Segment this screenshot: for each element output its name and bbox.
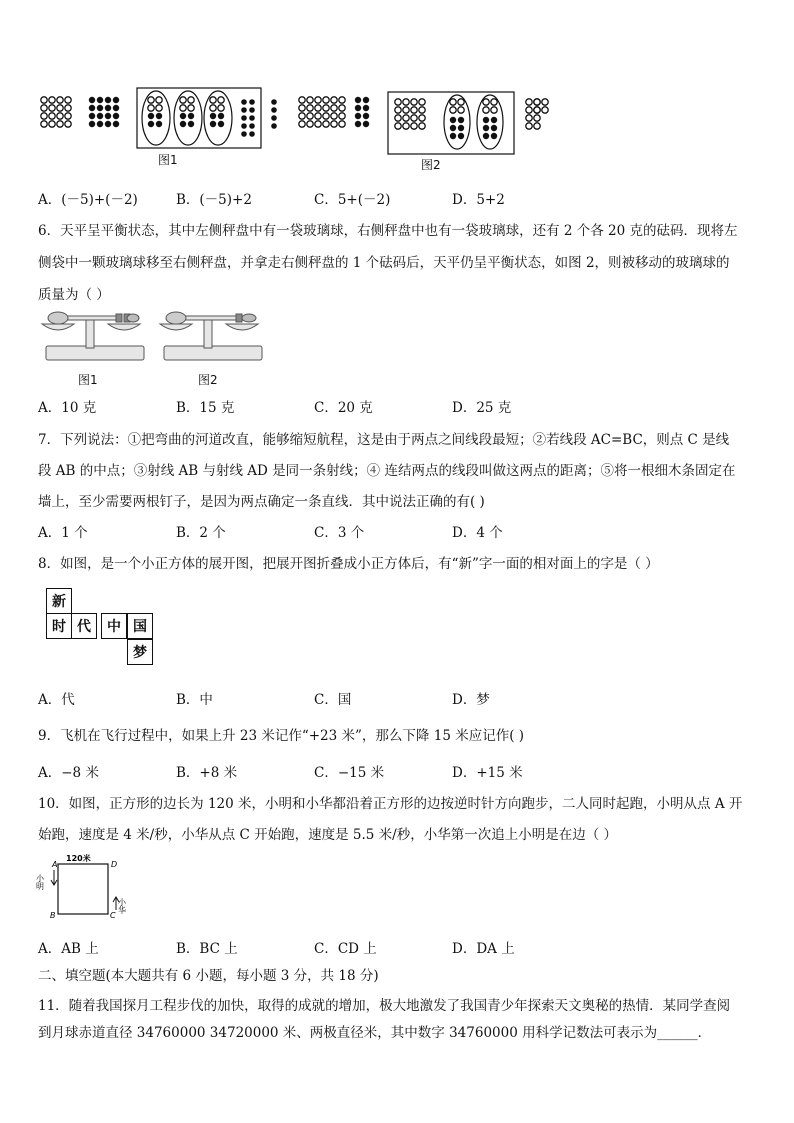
q8-option-d[interactable]: D．梦: [452, 692, 490, 708]
q9-option-b[interactable]: B．+8 米: [176, 765, 238, 781]
q6-option-a[interactable]: A．10 克: [38, 400, 97, 416]
q10-line-2: 始跑，速度是 4 米/秒，小华从点 C 开始跑，速度是 5.5 米/秒，小华第一次追上小明是在边（ ）: [38, 827, 618, 843]
q10-square-figure: [36, 852, 146, 924]
q7-option-a[interactable]: A．1 个: [38, 525, 88, 541]
q9-option-c[interactable]: C．−15 米: [314, 765, 385, 781]
q10-line-1: 10．如图，正方形的边长为 120 米，小明和小华都沿着正方形的边按逆时针方向跑步，二人同时起跑，小明从点 A 开: [38, 796, 743, 812]
side-length-label: 120米: [66, 854, 91, 863]
balance-2: [160, 312, 262, 360]
q5-figure: [38, 86, 558, 166]
q7-option-b[interactable]: B．2 个: [176, 525, 226, 541]
net-face-bottom: 梦: [127, 639, 153, 665]
q6-option-d[interactable]: D．25 克: [452, 400, 512, 416]
q7-line-2: 段 AB 的中点；③射线 AB 与射线 AD 是同一条射线；④ 连结两点的线段叫做这两点的距离；⑤将一根细木条固定在: [38, 463, 736, 479]
vertex-a-label: A: [52, 860, 58, 869]
q6-fig1-label: 图1: [78, 373, 98, 387]
right-runner-label: 小华: [117, 898, 127, 914]
q5-option-b[interactable]: B．(－5)+2: [176, 192, 252, 208]
net-face-1: 时: [46, 613, 72, 639]
q7-line-1: 7．下列说法：①把弯曲的河道改直，能够缩短航程，这是由于两点之间线段最短；②若线段 AC=BC，则点 C 是线: [38, 432, 730, 448]
q10-option-b[interactable]: B．BC 上: [176, 941, 238, 957]
q9-option-d[interactable]: D．+15 米: [452, 765, 523, 781]
q6-option-c[interactable]: C．20 克: [314, 400, 373, 416]
left-runner-label: 小明: [36, 874, 45, 890]
net-face-4: 国: [127, 613, 153, 639]
q9-line: 9．飞机在飞行过程中，如果上升 23 米记作“+23 米”，那么下降 15 米应记作( ): [38, 728, 525, 744]
q6-line-2: 侧袋中一颗玻璃球移至右侧秤盘，并拿走右侧秤盘的 1 个砝码后，天平仍呈平衡状态，如图 2，则被移动的玻璃球的: [38, 255, 730, 271]
vertex-c-label: C: [110, 911, 116, 920]
vertex-d-label: D: [111, 860, 118, 869]
q11-line-1: 11．随着我国探月工程步伐的加快，取得的成就的增加，极大地激发了我国青少年探索天文奥秘的热情．某同学查阅: [38, 998, 731, 1014]
q8-option-a[interactable]: A．代: [38, 692, 75, 708]
q10-option-d[interactable]: D．DA 上: [452, 941, 515, 957]
q7-option-d[interactable]: D．4 个: [452, 525, 503, 541]
bead-diagram: [38, 86, 558, 166]
q5-option-d[interactable]: D．5+2: [452, 192, 505, 208]
q6-line-1: 6．天平呈平衡状态，其中左侧秤盘中有一袋玻璃球，右侧秤盘中也有一袋玻璃球，还有 2 个各 20 克的砝码．现将左: [38, 223, 738, 239]
net-face-3: 中: [101, 613, 127, 639]
cube-net: [46, 588, 156, 668]
q6-option-b[interactable]: B．15 克: [176, 400, 235, 416]
q6-line-3: 质量为（ ）: [38, 287, 110, 303]
q10-option-a[interactable]: A．AB 上: [38, 941, 99, 957]
balance-1: [42, 312, 144, 360]
net-face-top: 新: [46, 588, 72, 614]
q8-option-b[interactable]: B．中: [176, 692, 213, 708]
q5-fig1-label: 图1: [158, 153, 178, 167]
net-face-2: 代: [71, 613, 97, 639]
balance-figures: [38, 306, 268, 368]
q8-option-c[interactable]: C．国: [314, 692, 352, 708]
q5-fig2-label: 图2: [421, 158, 441, 172]
q11-line-2: 到月球赤道直径 34760000 34720000 米、两极直径米，其中数字 34760000 用科学记数法可表示为______．: [38, 1025, 712, 1041]
q6-fig2-label: 图2: [198, 373, 218, 387]
solid-beads-left: [89, 97, 119, 127]
vertex-b-label: B: [50, 911, 56, 920]
q5-option-a[interactable]: A．(－5)+(－2): [38, 192, 138, 208]
section-2-heading: 二、填空题(本大题共有 6 小题，每小题 3 分，共 18 分): [38, 968, 379, 984]
q5-option-c[interactable]: C．5+(－2): [314, 192, 391, 208]
q8-line: 8．如图，是一个小正方体的展开图，把展开图折叠成小正方体后，有“新”字一面的相对面上的字是（ ）: [38, 556, 659, 572]
q7-option-c[interactable]: C．3 个: [314, 525, 365, 541]
q9-option-a[interactable]: A．−8 米: [38, 765, 99, 781]
hollow-beads-left: [41, 97, 71, 127]
q10-option-c[interactable]: C．CD 上: [314, 941, 377, 957]
balance-scale-icon: [38, 306, 268, 368]
q7-line-3: 墙上，至少需要两根钉子，是因为两点确定一条直线．其中说法正确的有( ): [38, 494, 485, 510]
